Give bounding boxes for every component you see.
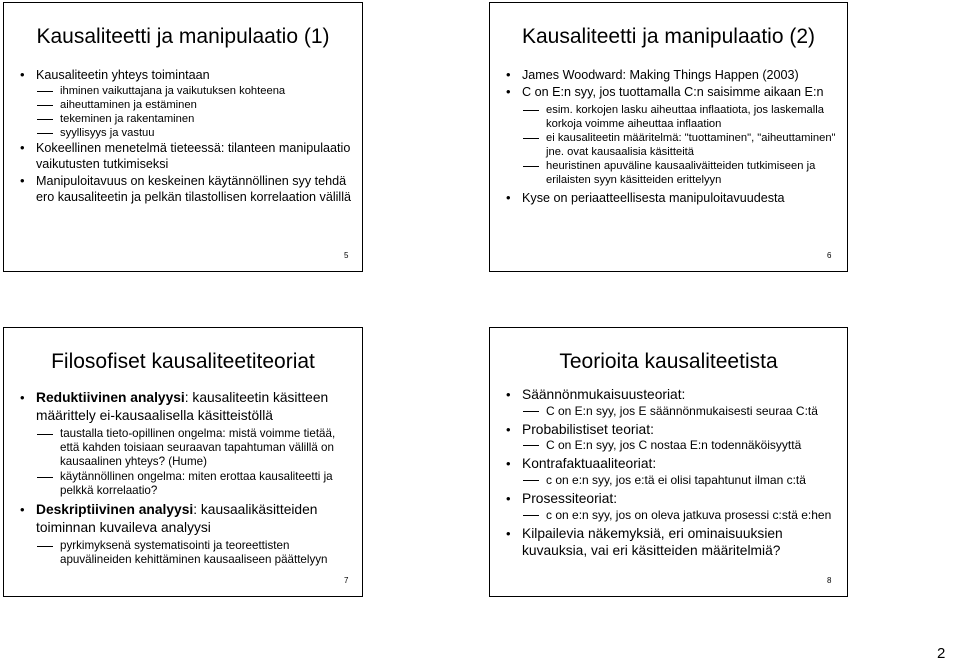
sub-item [20, 84, 352, 98]
slide-5 [3, 2, 363, 272]
slide-8 [489, 327, 848, 597]
slide-body [20, 389, 352, 567]
dash-icon [523, 515, 539, 516]
bullet-item [506, 84, 837, 101]
bullet-text: Prosessiteoriat: [522, 491, 618, 507]
dash-icon [37, 119, 53, 120]
dash-icon [37, 546, 53, 547]
dash-icon [523, 138, 539, 139]
sub-item [20, 98, 352, 112]
bullet-icon: • [506, 67, 511, 82]
sub-item [20, 539, 352, 567]
sub-item [20, 470, 352, 498]
bullet-item [20, 501, 352, 536]
sub-item [20, 112, 352, 126]
bullet-bold-term: Reduktiivinen analyysi [36, 390, 185, 405]
sub-item [506, 404, 837, 418]
bullet-icon: • [20, 172, 25, 188]
bullet-icon: • [20, 139, 25, 155]
bullet-text: : kausaalikäsitteiden toiminnan kuvaileva analyysi [36, 502, 318, 535]
dash-icon [523, 166, 539, 167]
bullet-item [506, 67, 837, 84]
bullet-icon: • [506, 525, 511, 541]
sub-text: aiheuttaminen ja estäminen [60, 98, 197, 111]
bullet-item [506, 386, 837, 404]
dash-icon [523, 480, 539, 481]
dash-icon [37, 477, 53, 478]
bullet-text: : kausaliteetin käsitteen määrittely ei-kausaalisella käsitteistöllä [36, 390, 329, 423]
slide-page-number: 7 [344, 576, 349, 585]
bullet-text: Kilpailevia näkemyksiä, eri ominaisuuksien kuvauksia, vai eri käsitteiden määritelmiä? [522, 525, 783, 559]
sub-item [20, 126, 352, 140]
sub-text: C on E:n syy, jos E säännönmukaisesti seuraa C:tä [546, 403, 818, 418]
dash-icon [37, 434, 53, 435]
slide-6 [489, 2, 848, 272]
bullet-text: Kokeellinen menetelmä tieteessä: tilanteen manipulaatio vaikutusten tutkimiseksi [36, 140, 351, 171]
bullet-item [20, 173, 352, 206]
dash-icon [523, 110, 539, 111]
bullet-text: Kontrafaktuaaliteoriat: [522, 456, 657, 472]
bullet-icon: • [506, 83, 511, 99]
dash-icon [37, 105, 53, 106]
bullet-icon: • [506, 491, 511, 507]
bullet-item [506, 421, 837, 439]
sub-text: ei kausaliteetin määritelmä: "tuottaminen", "aiheuttaminen" jne. ovat kausaalisia käsitteitä [546, 132, 836, 158]
slide-7 [3, 327, 363, 597]
sub-text: taustalla tieto-opillinen ongelma: mistä voimme tietää, että kahden toisiaan seuraavan tapahtuman välillä on kausaalinen yhteys? (Hume) [60, 427, 336, 469]
bullet-text: C on E:n syy, jos tuottamalla C:n saisimme aikaan E:n [522, 84, 824, 99]
bullet-text: Probabilistiset teoriat: [522, 421, 654, 437]
sub-text: ihminen vaikuttajana ja vaikutuksen kohteena [60, 84, 286, 97]
bullet-text: Manipuloitavuus on keskeinen käytännöllinen syy tehdä ero kausaliteetin ja pelkän tilastollisen korrelaation välillä [36, 173, 352, 204]
sub-text: esim. korkojen lasku aiheuttaa inflaatiota, jos laskemalla korkoja voimme aiheuttaa inflaation [546, 104, 824, 130]
slide-title: Teorioita kausaliteetista [559, 350, 778, 373]
sub-item [20, 427, 352, 470]
bullet-item [506, 490, 837, 508]
sub-text: tekeminen ja rakentaminen [60, 112, 195, 125]
bullet-item [506, 455, 837, 473]
sheet-page-number: 2 [937, 645, 946, 662]
bullet-text: James Woodward: Making Things Happen (2003) [522, 68, 799, 82]
dash-icon [523, 411, 539, 412]
bullet-text: Säännönmukaisuusteoriat: [522, 387, 686, 402]
bullet-icon: • [506, 421, 511, 437]
bullet-item [20, 140, 352, 173]
slide-title: Kausaliteetti ja manipulaatio (2) [522, 25, 815, 48]
slide-page-number: 6 [827, 251, 832, 260]
dash-icon [37, 133, 53, 134]
sub-text: pyrkimyksenä systematisointi ja teoreettisten apuvälineiden kehittäminen kausaaliseen päättelyyn [60, 539, 328, 567]
slide-body [506, 67, 837, 207]
sub-text: käytännöllinen ongelma: miten erottaa kausaliteetti ja pelkkä korrelaatio? [60, 469, 333, 497]
bullet-icon: • [20, 67, 25, 82]
bullet-item [506, 190, 837, 207]
sub-item [506, 438, 837, 452]
sub-text: c on e:n syy, jos on oleva jatkuva prosessi c:stä e:hen [546, 507, 832, 522]
bullet-icon: • [20, 390, 25, 405]
sub-item [506, 508, 837, 522]
bullet-item [20, 67, 352, 84]
bullet-text: Kyse on periaatteellisesta manipuloitavuudesta [522, 191, 785, 205]
sub-text: syyllisyys ja vastuu [60, 126, 155, 139]
slide-body [20, 67, 352, 206]
bullet-icon: • [506, 387, 511, 402]
slide-page-number: 5 [344, 251, 349, 260]
slide-title: Kausaliteetti ja manipulaatio (1) [36, 25, 330, 48]
slide-page-number: 8 [827, 576, 832, 585]
bullet-item [20, 389, 352, 424]
slide-title: Filosofiset kausaliteetiteoriat [51, 350, 315, 373]
dash-icon [37, 91, 53, 92]
bullet-text: Kausaliteetin yhteys toimintaan [36, 68, 210, 82]
slide-body [506, 386, 837, 560]
sub-item [506, 131, 837, 159]
bullet-icon: • [20, 502, 25, 518]
sub-text: c on e:n syy, jos e:tä ei olisi tapahtunut ilman c:tä [546, 472, 806, 487]
sub-item [506, 473, 837, 487]
sub-text: heuristinen apuväline kausaaliväitteiden tutkimiseen ja erilaisten syyn käsitteiden erittelyyn [546, 160, 816, 186]
sub-text: C on E:n syy, jos C nostaa E:n todennäköisyyttä [546, 438, 802, 453]
sub-item [506, 159, 837, 187]
bullet-bold-term: Deskriptiivinen analyysi [36, 502, 194, 518]
dash-icon [523, 445, 539, 446]
bullet-icon: • [506, 456, 511, 472]
bullet-icon: • [506, 190, 511, 205]
bullet-item [506, 525, 837, 560]
sub-item [506, 103, 837, 131]
